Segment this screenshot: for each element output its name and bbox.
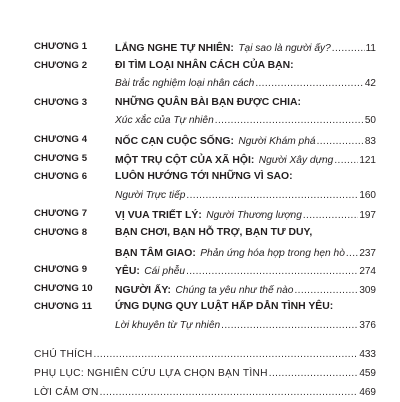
chapter-title: LẮNG NGHE TỰ NHIÊN: <box>115 43 234 54</box>
page-number: 237 <box>359 247 376 259</box>
chapter-title: BẠN CHƠI, BẠN HỖ TRỢ, BẠN TƯ DUY, <box>115 226 313 238</box>
chapter-subtitle: Người Thương lượng <box>206 210 302 222</box>
toc-chapter-entry <box>34 168 376 205</box>
toc-chapter-entry <box>34 280 376 299</box>
chapter-number: CHƯƠNG 2 <box>34 59 88 71</box>
dot-leader <box>186 187 358 206</box>
table-of-contents <box>34 38 376 336</box>
chapter-body <box>115 280 376 299</box>
back-matter-entry <box>34 384 376 402</box>
toc-chapter-entry <box>34 261 376 280</box>
chapter-title: NỐC CẠN CUỘC SỐNG: <box>115 135 234 147</box>
toc-line <box>115 317 376 336</box>
toc-chapter-entry <box>34 224 376 261</box>
dot-leader <box>255 75 364 94</box>
chapter-subtitle: Người Xây dựng <box>258 154 334 166</box>
toc-line <box>115 57 376 76</box>
chapter-number: CHƯƠNG 9 <box>34 264 88 276</box>
toc-line <box>115 75 376 94</box>
page-number: 42 <box>364 78 376 90</box>
chapter-number: CHƯƠNG 8 <box>34 226 88 238</box>
chapter-body <box>115 298 376 335</box>
page-number: 50 <box>364 115 376 127</box>
chapter-number: CHƯƠNG 5 <box>34 152 88 164</box>
page-number: 11 <box>365 43 376 54</box>
page-number: 197 <box>359 210 376 222</box>
toc-line <box>115 224 376 243</box>
toc-line <box>115 112 376 131</box>
chapter-title: BẠN TÂM GIAO: <box>115 247 196 259</box>
chapter-number: CHƯƠNG 7 <box>34 208 88 220</box>
chapter-title: LUÔN HƯỚNG TỚI NHỮNG VÌ SAO: <box>115 171 293 183</box>
chapter-subtitle: Tại sao là người ấy? <box>238 43 331 54</box>
toc-line <box>115 94 376 113</box>
toc-line <box>115 205 376 224</box>
back-matter-title: PHỤ LỤC: NGHIÊN CỨU LỰA CHỌN BẠN TÌNH <box>34 367 268 379</box>
chapter-body <box>115 205 376 224</box>
chapter-subtitle: Bài trắc nghiệm loại nhân cách <box>115 78 255 90</box>
chapter-subtitle: Người Khám phá <box>238 135 316 147</box>
toc-line <box>115 298 376 317</box>
chapter-title: ĐI TÌM LOẠI NHÂN CÁCH CỦA BẠN: <box>115 59 294 71</box>
chapter-number: CHƯƠNG 4 <box>34 133 88 145</box>
chapter-title: YÊU: <box>115 266 140 278</box>
toc-line <box>115 150 376 169</box>
chapter-subtitle: Phản ứng hóa hợp trong hẹn hò <box>200 247 345 259</box>
page-number: 459 <box>359 367 376 379</box>
chapter-title: NHỮNG QUÂN BÀI BẠN ĐƯỢC CHIA: <box>115 96 301 108</box>
chapter-title: VỊ VUA TRIẾT LÝ: <box>115 210 202 222</box>
chapter-subtitle: Xúc xắc của Tự nhiên <box>115 115 214 127</box>
toc-chapter-entry <box>34 150 376 169</box>
chapter-number: CHƯƠNG 3 <box>34 96 88 108</box>
chapter-subtitle: Người Trực tiếp <box>115 189 186 201</box>
toc-chapter-entry <box>34 94 376 131</box>
back-matter-title: CHÚ THÍCH <box>34 349 93 360</box>
page-number: 309 <box>359 284 376 296</box>
chapter-number: CHƯƠNG 10 <box>34 282 93 294</box>
chapter-title: NGƯỜI ẤY: <box>115 284 171 296</box>
chapter-subtitle: Lời khuyên từ Tự nhiên <box>115 319 221 331</box>
chapter-number: CHƯƠNG 11 <box>34 301 93 313</box>
chapter-body <box>115 57 376 94</box>
back-matter-title: LỜI CẢM ƠN <box>34 386 99 398</box>
back-matter-list <box>34 346 376 402</box>
page-number: 274 <box>359 266 376 278</box>
toc-line <box>115 168 376 187</box>
toc-line <box>115 131 376 150</box>
dot-leader <box>269 365 359 384</box>
chapter-body <box>115 261 376 280</box>
back-matter-entry <box>34 365 376 384</box>
chapter-title: MỘT TRỤ CỘT CỦA XÃ HỘI: <box>115 154 255 166</box>
toc-chapter-entry <box>34 131 376 150</box>
toc-chapter-entry <box>34 205 376 224</box>
chapter-number: CHƯƠNG 1 <box>34 41 88 52</box>
toc-line <box>115 187 376 206</box>
toc-chapter-entry <box>34 38 376 57</box>
chapter-body <box>115 150 376 169</box>
chapter-title: ỨNG DỤNG QUY LUẬT HẤP DẪN TÌNH YÊU: <box>115 301 334 313</box>
chapter-subtitle: Cái phễu <box>144 266 186 278</box>
toc-line <box>115 280 376 299</box>
page-number: 469 <box>359 386 376 398</box>
toc-line <box>115 243 376 262</box>
chapter-body <box>115 224 376 261</box>
chapter-number: CHƯƠNG 6 <box>34 171 88 183</box>
back-matter-entry <box>34 346 376 365</box>
chapter-body <box>115 131 376 150</box>
dot-leader <box>94 346 359 365</box>
toc-chapter-entry <box>34 57 376 94</box>
toc-line <box>115 38 376 57</box>
page-number: 83 <box>364 135 376 147</box>
chapter-subtitle: Chúng ta yêu như thế nào <box>175 284 294 296</box>
dot-leader <box>215 112 364 131</box>
page-number: 376 <box>359 319 376 331</box>
page-number: 160 <box>359 189 376 201</box>
chapter-body <box>115 38 376 57</box>
chapter-body <box>115 168 376 205</box>
chapter-body <box>115 94 376 131</box>
page-number: 433 <box>359 349 376 360</box>
page-number: 121 <box>359 154 376 166</box>
toc-chapter-entry <box>34 298 376 335</box>
toc-line <box>115 261 376 280</box>
dot-leader <box>100 384 359 402</box>
dot-leader <box>221 317 358 336</box>
